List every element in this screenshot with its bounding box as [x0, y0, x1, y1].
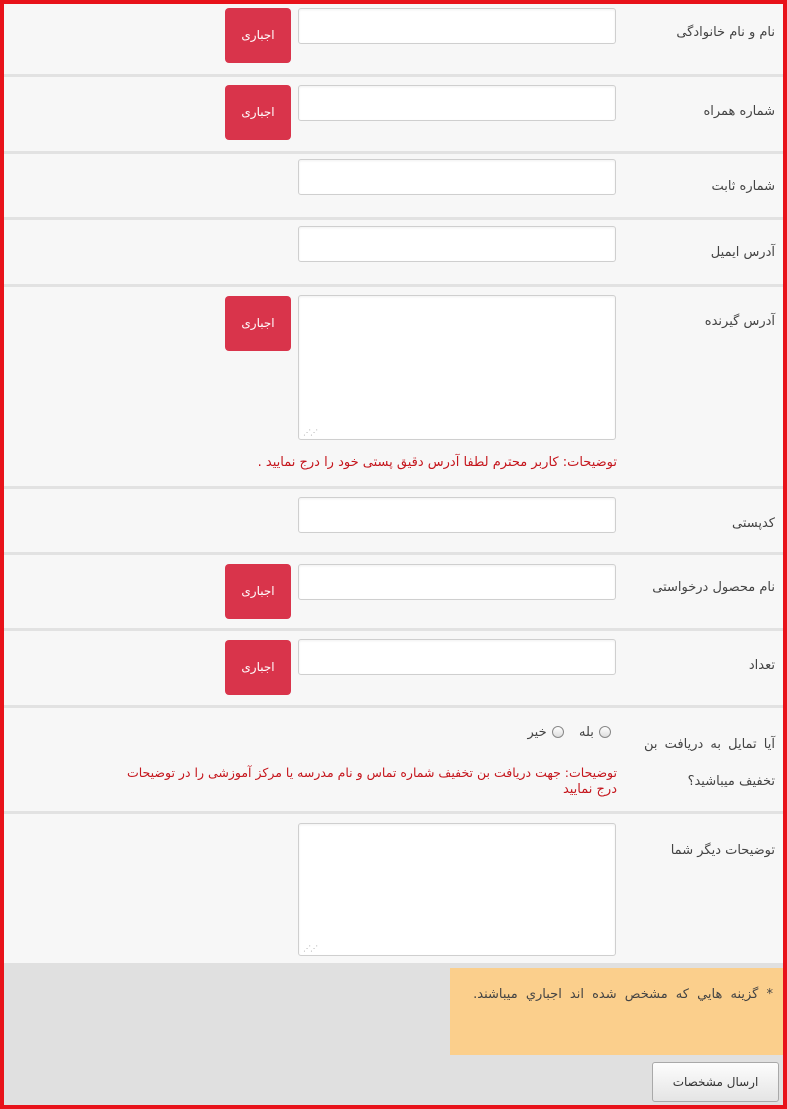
resize-grip-icon[interactable]: ⋰⋰	[303, 428, 317, 437]
resize-grip-icon[interactable]: ⋰⋰	[303, 944, 317, 953]
postal-label: کدپستی	[732, 516, 775, 531]
mobile-label: شماره همراه	[703, 104, 775, 119]
row-phone	[4, 154, 783, 220]
fullname-label: نام و نام خانوادگی	[676, 25, 775, 40]
email-label: آدرس ایمیل	[710, 245, 775, 260]
discount-note-line2: درج نمایید	[562, 782, 617, 797]
discount-label-line1: آیا تمایل به دریافت بن	[643, 737, 775, 752]
address-required-badge: اجباری	[225, 296, 291, 351]
comments-label: توضیحات دیگر شما	[670, 843, 775, 858]
radio-no[interactable]	[552, 726, 564, 738]
email-input[interactable]	[298, 226, 616, 262]
row-email	[4, 220, 783, 287]
address-label: آدرس گیرنده	[704, 314, 775, 329]
postal-input[interactable]	[298, 497, 616, 533]
mobile-required-badge: اجباری	[225, 85, 291, 140]
quantity-input[interactable]	[298, 639, 616, 675]
fullname-input[interactable]	[298, 8, 616, 44]
discount-options	[528, 721, 612, 740]
fullname-required-badge: اجباری	[225, 8, 291, 63]
radio-no-label: خیر	[527, 725, 547, 740]
row-comments	[4, 814, 783, 963]
phone-label: شماره ثابت	[711, 179, 775, 194]
product-label: نام محصول درخواستی	[652, 580, 775, 595]
row-quantity	[4, 631, 783, 708]
radio-yes[interactable]	[599, 726, 611, 738]
radio-yes-label: بله	[579, 725, 594, 740]
product-required-badge: اجباری	[225, 564, 291, 619]
form-footer	[4, 963, 783, 1109]
row-discount	[4, 708, 783, 814]
row-address	[4, 287, 783, 489]
address-note: توضیحات: کاربر محترم لطفا آدرس دقیق پستی خود را درج نمایید .	[257, 455, 617, 470]
mobile-input[interactable]	[298, 85, 616, 121]
submit-button[interactable]: ارسال مشخصات	[652, 1062, 779, 1102]
discount-label-line2: تخفیف میباشید؟	[687, 774, 775, 789]
row-mobile	[4, 77, 783, 154]
row-fullname	[4, 4, 783, 77]
phone-input[interactable]	[298, 159, 616, 195]
quantity-label: تعداد	[748, 658, 775, 673]
row-postal	[4, 489, 783, 555]
quantity-required-badge: اجباری	[225, 640, 291, 695]
row-product	[4, 555, 783, 631]
product-input[interactable]	[298, 564, 616, 600]
comments-textarea[interactable]	[298, 823, 616, 956]
discount-note-line1: توضیحات: جهت دریافت بن تخفیف شماره تماس و نام مدرسه یا مرکز آموزشی را در توضیحات	[126, 765, 617, 780]
address-textarea[interactable]	[298, 295, 616, 440]
required-notice: * گزینه هايي که مشخص شده اند اجباري ميباشند.	[450, 968, 783, 1055]
